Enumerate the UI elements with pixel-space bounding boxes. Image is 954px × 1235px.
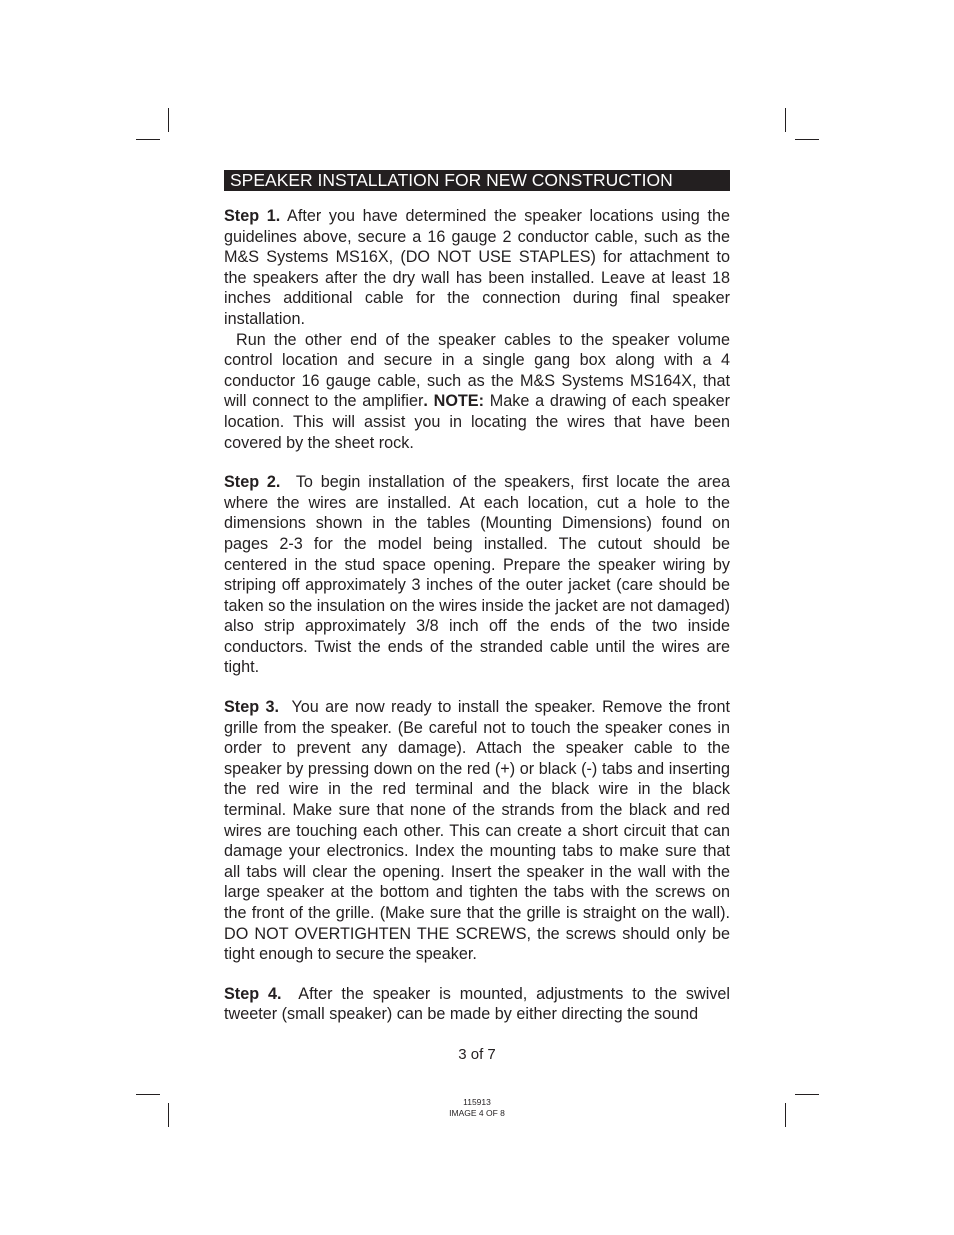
note-text: Make a drawing of each speaker location. This will assist you in locating the wires that have been covered by the sheet rock.	[224, 392, 731, 452]
section-heading: SPEAKER INSTALLATION FOR NEW CONSTRUCTION	[224, 170, 730, 191]
step-1-continuation-paragraph	[224, 330, 730, 454]
crop-mark-top-right-horizontal	[795, 139, 819, 140]
footer-image-label: IMAGE 4 OF 8	[449, 1108, 505, 1118]
step-3-paragraph	[224, 697, 730, 965]
step-2-text: To begin installation of the speakers, first locate the area where the wires are installed. At each location, cut a hole to the dimensions shown in the tables (Mounting Dimensions) found on pages 2-3 for the model being installed. The cutout should be centered in the stud space opening. Prepare the speaker wiring by striping off approximately 3 inches of the outer jacket (care should be taken so the insulation on the wires inside the jacket are not damaged) also strip approximately 3/8 inch off the ends of the two inside conductors. Twist the ends of the stranded cable until the wires are tight.	[224, 473, 731, 677]
step-4-label: Step 4.	[224, 984, 282, 1003]
page-number: 3 of 7	[458, 1046, 496, 1063]
crop-mark-bottom-right-horizontal	[795, 1094, 819, 1095]
crop-mark-top-right-vertical	[785, 108, 786, 132]
footer-doc-id: 115913	[463, 1097, 491, 1107]
step-1-para2-text: Run the other end of the speaker cables to the speaker volume control location and secure in a single gang box along with a 4 conductor 16 gauge cable, such as the M&S Systems MS164X, that will connect to the amplifier	[224, 330, 730, 411]
step-1-label: Step 1.	[224, 207, 281, 225]
step-1-paragraph	[224, 206, 730, 330]
crop-mark-bottom-left-horizontal	[136, 1094, 160, 1095]
step-4-text: After the speaker is mounted, adjustments to the swivel tweeter (small speaker) can be made by either directing the sound	[224, 984, 731, 1024]
instructions-body	[224, 206, 730, 1025]
crop-mark-top-left-vertical	[168, 108, 169, 132]
step-3-text: You are now ready to install the speaker. Remove the front grille from the speaker. (Be careful not to touch the speaker cones in order to prevent any damage). Attach the speaker cable to the speaker by pressing down on the red (+) or black (-) tabs and inserting the red wire in the red terminal and the black wire in the black terminal. Make sure that none of the strands from the black and red wires are touching each other. This can create a short circuit that can damage your electronics. Index the mounting tabs to make sure that all tabs will clear the opening. Insert the speaker in the wall with the large speaker at the bottom and tighten the tabs with the screws on the front of the grille. (Make sure that the grille is straight on the wall). DO NOT OVERTIGHTEN THE SCREWS, the screws should only be tight enough to secure the speaker.	[224, 698, 731, 964]
step-1-text: After you have determined the speaker locations using the guidelines above, secure a 16 gauge 2 conductor cable, such as the M&S Systems MS16X, (DO NOT USE STAPLES) for attachment to the speakers after the dry wall has been installed. Leave at least 18 inches additional cable for the connection during final speaker installation.	[224, 207, 730, 328]
note-label: . NOTE:	[423, 392, 484, 411]
step-3-label: Step 3.	[224, 698, 279, 717]
step-2-label: Step 2.	[224, 473, 281, 492]
crop-mark-top-left-horizontal	[136, 139, 160, 140]
step-4-paragraph	[224, 984, 730, 1025]
step-2-paragraph	[224, 472, 730, 678]
